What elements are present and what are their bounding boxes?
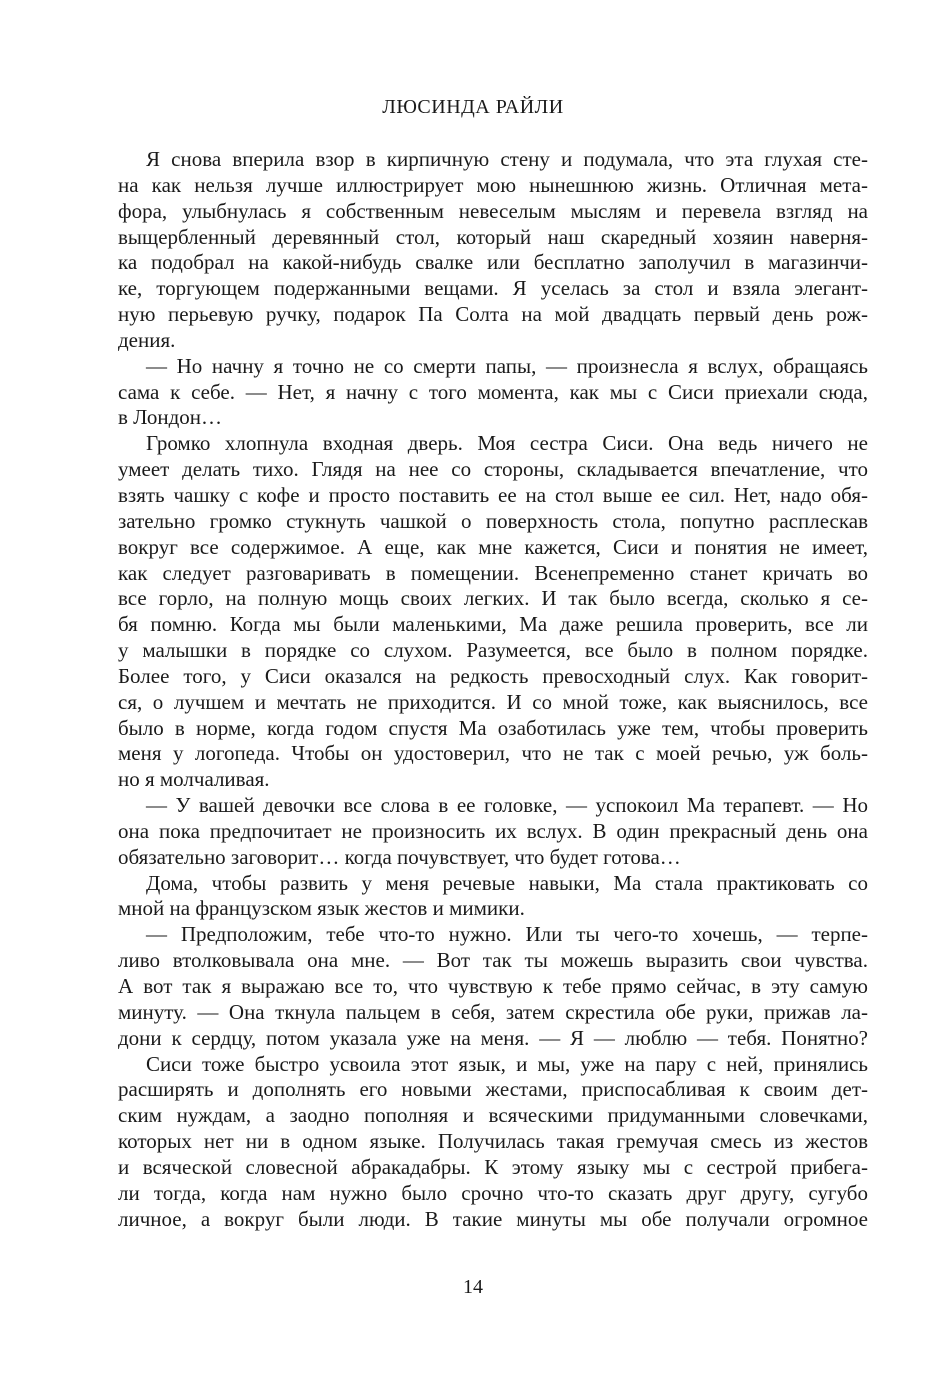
text-line: вокруг все содержимое. А еще, как мне кажется, Сиси и понятия не имеет, [118,534,868,559]
text-line: ским нуждам, а заодно пополняя и всяческими придуманными словечками, [118,1103,868,1128]
text-line: бя помню. Когда мы были маленькими, Ма даже решила проверить, все ли [118,612,868,637]
text-line: меня у логопеда. Чтобы он удостоверил, что не так с моей речью, уж боль- [118,741,868,766]
text-line: и всяческой словесной абракадабры. К этому языку мы с сестрой прибега- [118,1154,868,1179]
text-line: но я молчаливая. [118,767,270,792]
body-text [118,147,868,1232]
text-line: зательно громко стукнуть чашкой о поверхность стола, попутно расплескав [118,508,868,533]
text-line: взять чашку с кофе и просто поставить ее на стол выше ее сил. Нет, надо обя- [118,482,868,507]
text-line: на как нельзя лучше иллюстрирует мою нынешнюю жизнь. Отличная мета- [118,172,868,197]
text-line: А вот так я выражаю все то, что чувствую к тебе прямо сейчас, в эту самую [118,974,868,998]
text-line: было в норме, когда годом спустя Ма озаботилась уже тем, чтобы проверить [118,715,868,740]
text-line: дони к сердцу, потом указала уже на меня. — Я — люблю — тебя. Понятно? [118,1025,868,1050]
text-line: Более того, у Сиси оказался на редкость превосходный слух. Как говорит- [118,663,868,688]
text-line: умеет делать тихо. Глядя на нее со стороны, складывается впечатление, что [118,457,868,482]
text-line: дения. [118,327,176,352]
text-line: которых нет ни в одном языке. Получилась такая гремучая смесь из жестов [118,1129,868,1154]
text-line: ли тогда, когда нам нужно было срочно что-то сказать друг другу, сугубо [118,1180,868,1205]
running-head: ЛЮСИНДА РАЙЛИ [382,96,564,118]
text-line: она пока предпочитает не произносить их вслух. В один прекрасный день она [118,818,868,843]
text-line: у малышки в порядке со слухом. Разумеется, все было в полном порядке. [118,638,868,663]
text-line: Громко хлопнула входная дверь. Моя сестра Сиси. Она ведь ничего не [146,431,868,456]
text-line: ную перьевую ручку, подарок Па Солта на мой двадцать первый день рож- [118,302,868,327]
text-line: выщербленный деревянный стол, который наш скаредный хозяин наверня- [118,224,868,249]
text-line: сама к себе. — Нет, я начну с того момента, как мы с Сиси приехали сюда, [118,379,868,404]
text-line: в Лондон… [118,405,223,430]
text-line: — У вашей девочки все слова в ее головке, — успокоил Ма терапевт. — Но [146,793,868,818]
text-line: ливо втолковывала она мне. — Вот так ты можешь выразить свои чувства. [118,948,868,973]
text-line: — Но начну я точно не со смерти папы, — произнесла я вслух, обращаясь [146,353,868,378]
text-line: ка подобрал на какой-нибудь свалке или бесплатно заполучил в магазинчи- [118,250,868,275]
text-line: как следует разговаривать в помещении. Всенепременно станет кричать во [118,560,868,585]
text-line: Сиси тоже быстро усвоила этот язык, и мы, уже на пару с ней, принялись [146,1051,868,1076]
text-line: все горло, на полную мощь своих легких. И так было всегда, сколько я се- [118,586,868,611]
text-line: расширять и дополнять его новыми жестами, приспосабливая к своим дет- [118,1077,868,1102]
page-number: 14 [463,1276,483,1298]
text-line: личное, а вокруг были люди. В такие минуты мы обе получали огромное [118,1206,868,1231]
text-line: обязательно заговорит… когда почувствует, что будет готова… [118,844,681,869]
text-line: Дома, чтобы развить у меня речевые навыки, Ма стала практиковать со [146,870,868,895]
text-line: — Предположим, тебе что-то нужно. Или ты чего-то хочешь, — терпе- [146,922,868,947]
text-line: ся, о лучшем и мечтать не приходится. И со мной тоже, как выяснилось, все [118,689,868,714]
text-line: минуту. — Она ткнула пальцем в себя, затем скрестила обе руки, прижав ла- [118,999,868,1024]
text-line: ке, торгующем подержанными вещами. Я уселась за стол и взяла элегант- [118,276,868,301]
text-line: Я снова вперила взор в кирпичную стену и подумала, что эта глухая сте- [146,147,868,171]
text-line: мной на французском язык жестов и мимики. [118,896,525,921]
text-line: фора, улыбнулась я собственным невеселым мыслям и перевела взгляд на [118,198,868,223]
